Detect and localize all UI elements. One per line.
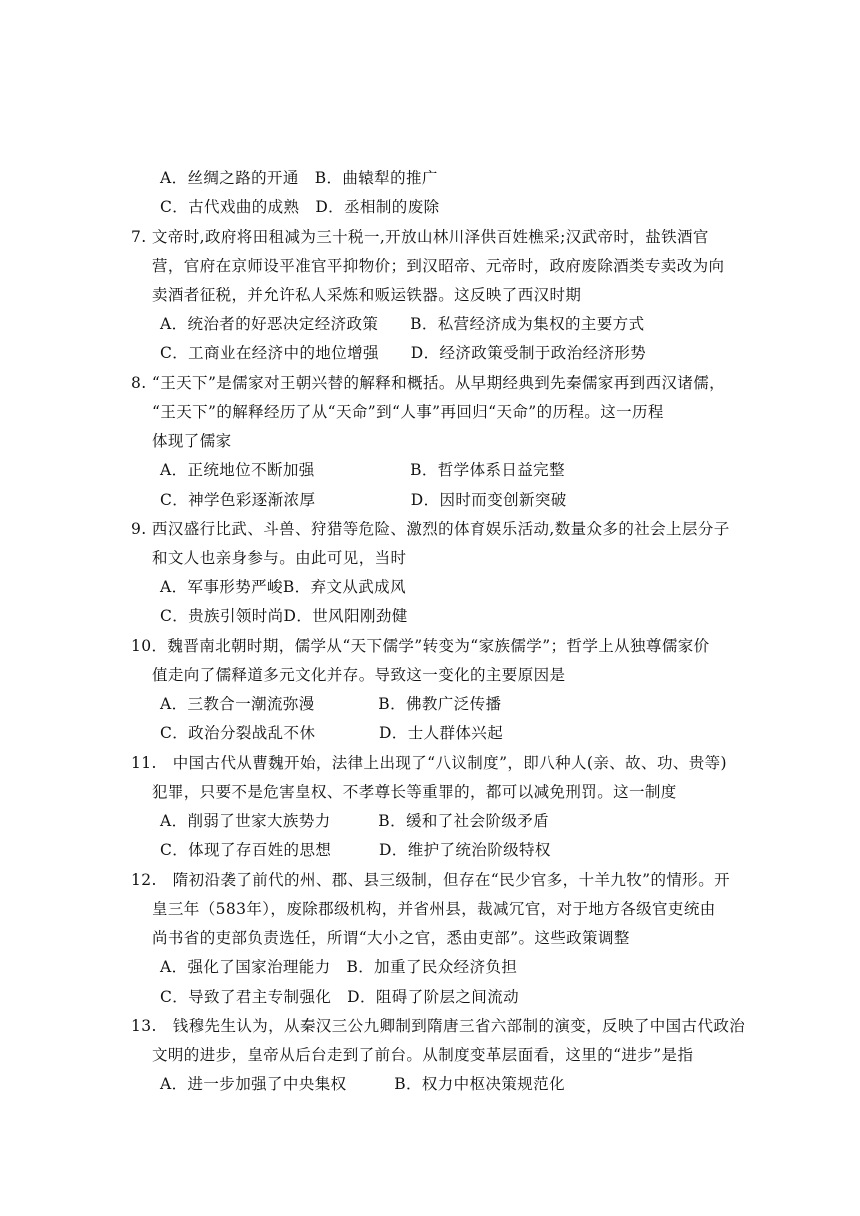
q9-option-c-d: C．贵族引领时尚D．世风阳刚劲健 bbox=[160, 607, 408, 625]
q7-option-c-d: C．工商业在经济中的地位增强 D．经济政策受制于政治经济形势 bbox=[160, 344, 647, 362]
q7-stem-line-3: 卖酒者征税，并允许私人采炼和贩运铁器。这反映了西汉时期 bbox=[152, 286, 582, 304]
q8-option-c-d: C．神学色彩逐渐浓厚 D．因时而变创新突破 bbox=[160, 491, 567, 509]
q7-option-a-b: A．统治者的好恶决定经济政策 B．私营经济成为集权的主要方式 bbox=[160, 315, 645, 333]
q11-stem-line-1: 11. 中国古代从曹魏开始，法律上出现了“八议制度”，即八种人(亲、故、功、贵等) bbox=[131, 754, 727, 772]
q12-stem-line-2: 皇三年（583年），废除郡级机构，并省州县，裁减冗官，对于地方各级官吏统由 bbox=[152, 900, 716, 918]
q8-stem-line-3: 体现了儒家 bbox=[152, 432, 232, 450]
q11-option-c-d: C．体现了存百姓的思想 D．维护了统治阶级特权 bbox=[160, 841, 551, 859]
q7-stem-line-1: 7. 文帝时,政府将田租减为三十税一,开放山林川泽供百姓樵采;汉武帝时，盐铁酒官 bbox=[131, 228, 709, 246]
q10-option-c-d: C．政治分裂战乱不休 D．士人群体兴起 bbox=[160, 724, 504, 742]
q13-stem-line-1: 13. 钱穆先生认为，从秦汉三公九卿制到隋唐三省六部制的演变，反映了中国古代政治 bbox=[131, 1017, 746, 1035]
q10-stem-line-2: 值走向了儒释道多元文化并存。导致这一变化的主要原因是 bbox=[152, 666, 566, 684]
q9-option-a-b: A．军事形势严峻B．弃文从武成风 bbox=[160, 578, 406, 596]
q11-stem-line-2: 犯罪，只要不是危害皇权、不孝尊长等重罪的，都可以减免刑罚。这一制度 bbox=[152, 783, 677, 801]
q11-option-a-b: A．削弱了世家大族势力 B．缓和了社会阶级矛盾 bbox=[160, 812, 550, 830]
q12-option-c-d: C．导致了君主专制强化 D．阻碍了阶层之间流动 bbox=[160, 988, 519, 1006]
q9-stem-line-2: 和文人也亲身参与。由此可见，当时 bbox=[152, 549, 407, 567]
q8-option-a-b: A．正统地位不断加强 B．哲学体系日益完整 bbox=[160, 461, 565, 479]
q9-stem-line-1: 9. 西汉盛行比武、斗兽、狩猎等危险、激烈的体育娱乐活动,数量众多的社会上层分子 bbox=[131, 520, 730, 538]
q7-stem-line-2: 营，官府在京师设平准官平抑物价；到汉昭帝、元帝时，政府废除酒类专卖改为向 bbox=[152, 257, 725, 275]
q13-option-a-b: A．进一步加强了中央集权 B．权力中枢决策规范化 bbox=[160, 1075, 565, 1093]
q13-stem-line-2: 文明的进步，皇帝从后台走到了前台。从制度变革层面看，这里的“进步”是指 bbox=[152, 1046, 694, 1064]
q12-option-a-b: A．强化了国家治理能力 B．加重了民众经济负担 bbox=[160, 958, 518, 976]
q6-option-a-b: A．丝绸之路的开通 B．曲辕犁的推广 bbox=[160, 169, 438, 187]
q12-stem-line-1: 12. 隋初沿袭了前代的州、郡、县三级制，但存在“民少官多，十羊九牧”的情形。开 bbox=[131, 871, 731, 889]
q8-stem-line-1: 8. “王天下”是儒家对王朝兴替的解释和概括。从早期经典到先秦儒家再到西汉诸儒， bbox=[131, 374, 726, 392]
q6-option-c-d: C．古代戏曲的成熟 D．丞相制的废除 bbox=[160, 198, 440, 216]
q8-stem-line-2: “王天下”的解释经历了从“天命”到“人事”再回归“天命”的历程。这一历程 bbox=[152, 403, 664, 421]
q12-stem-line-3: 尚书省的吏部负责选任，所谓“大小之官，悉由吏部”。这些政策调整 bbox=[152, 929, 630, 947]
q10-option-a-b: A．三教合一潮流弥漫 B．佛教广泛传播 bbox=[160, 695, 502, 713]
q10-stem-line-1: 10．魏晋南北朝时期，儒学从“天下儒学”转变为“家族儒学”；哲学上从独尊儒家价 bbox=[131, 637, 710, 655]
